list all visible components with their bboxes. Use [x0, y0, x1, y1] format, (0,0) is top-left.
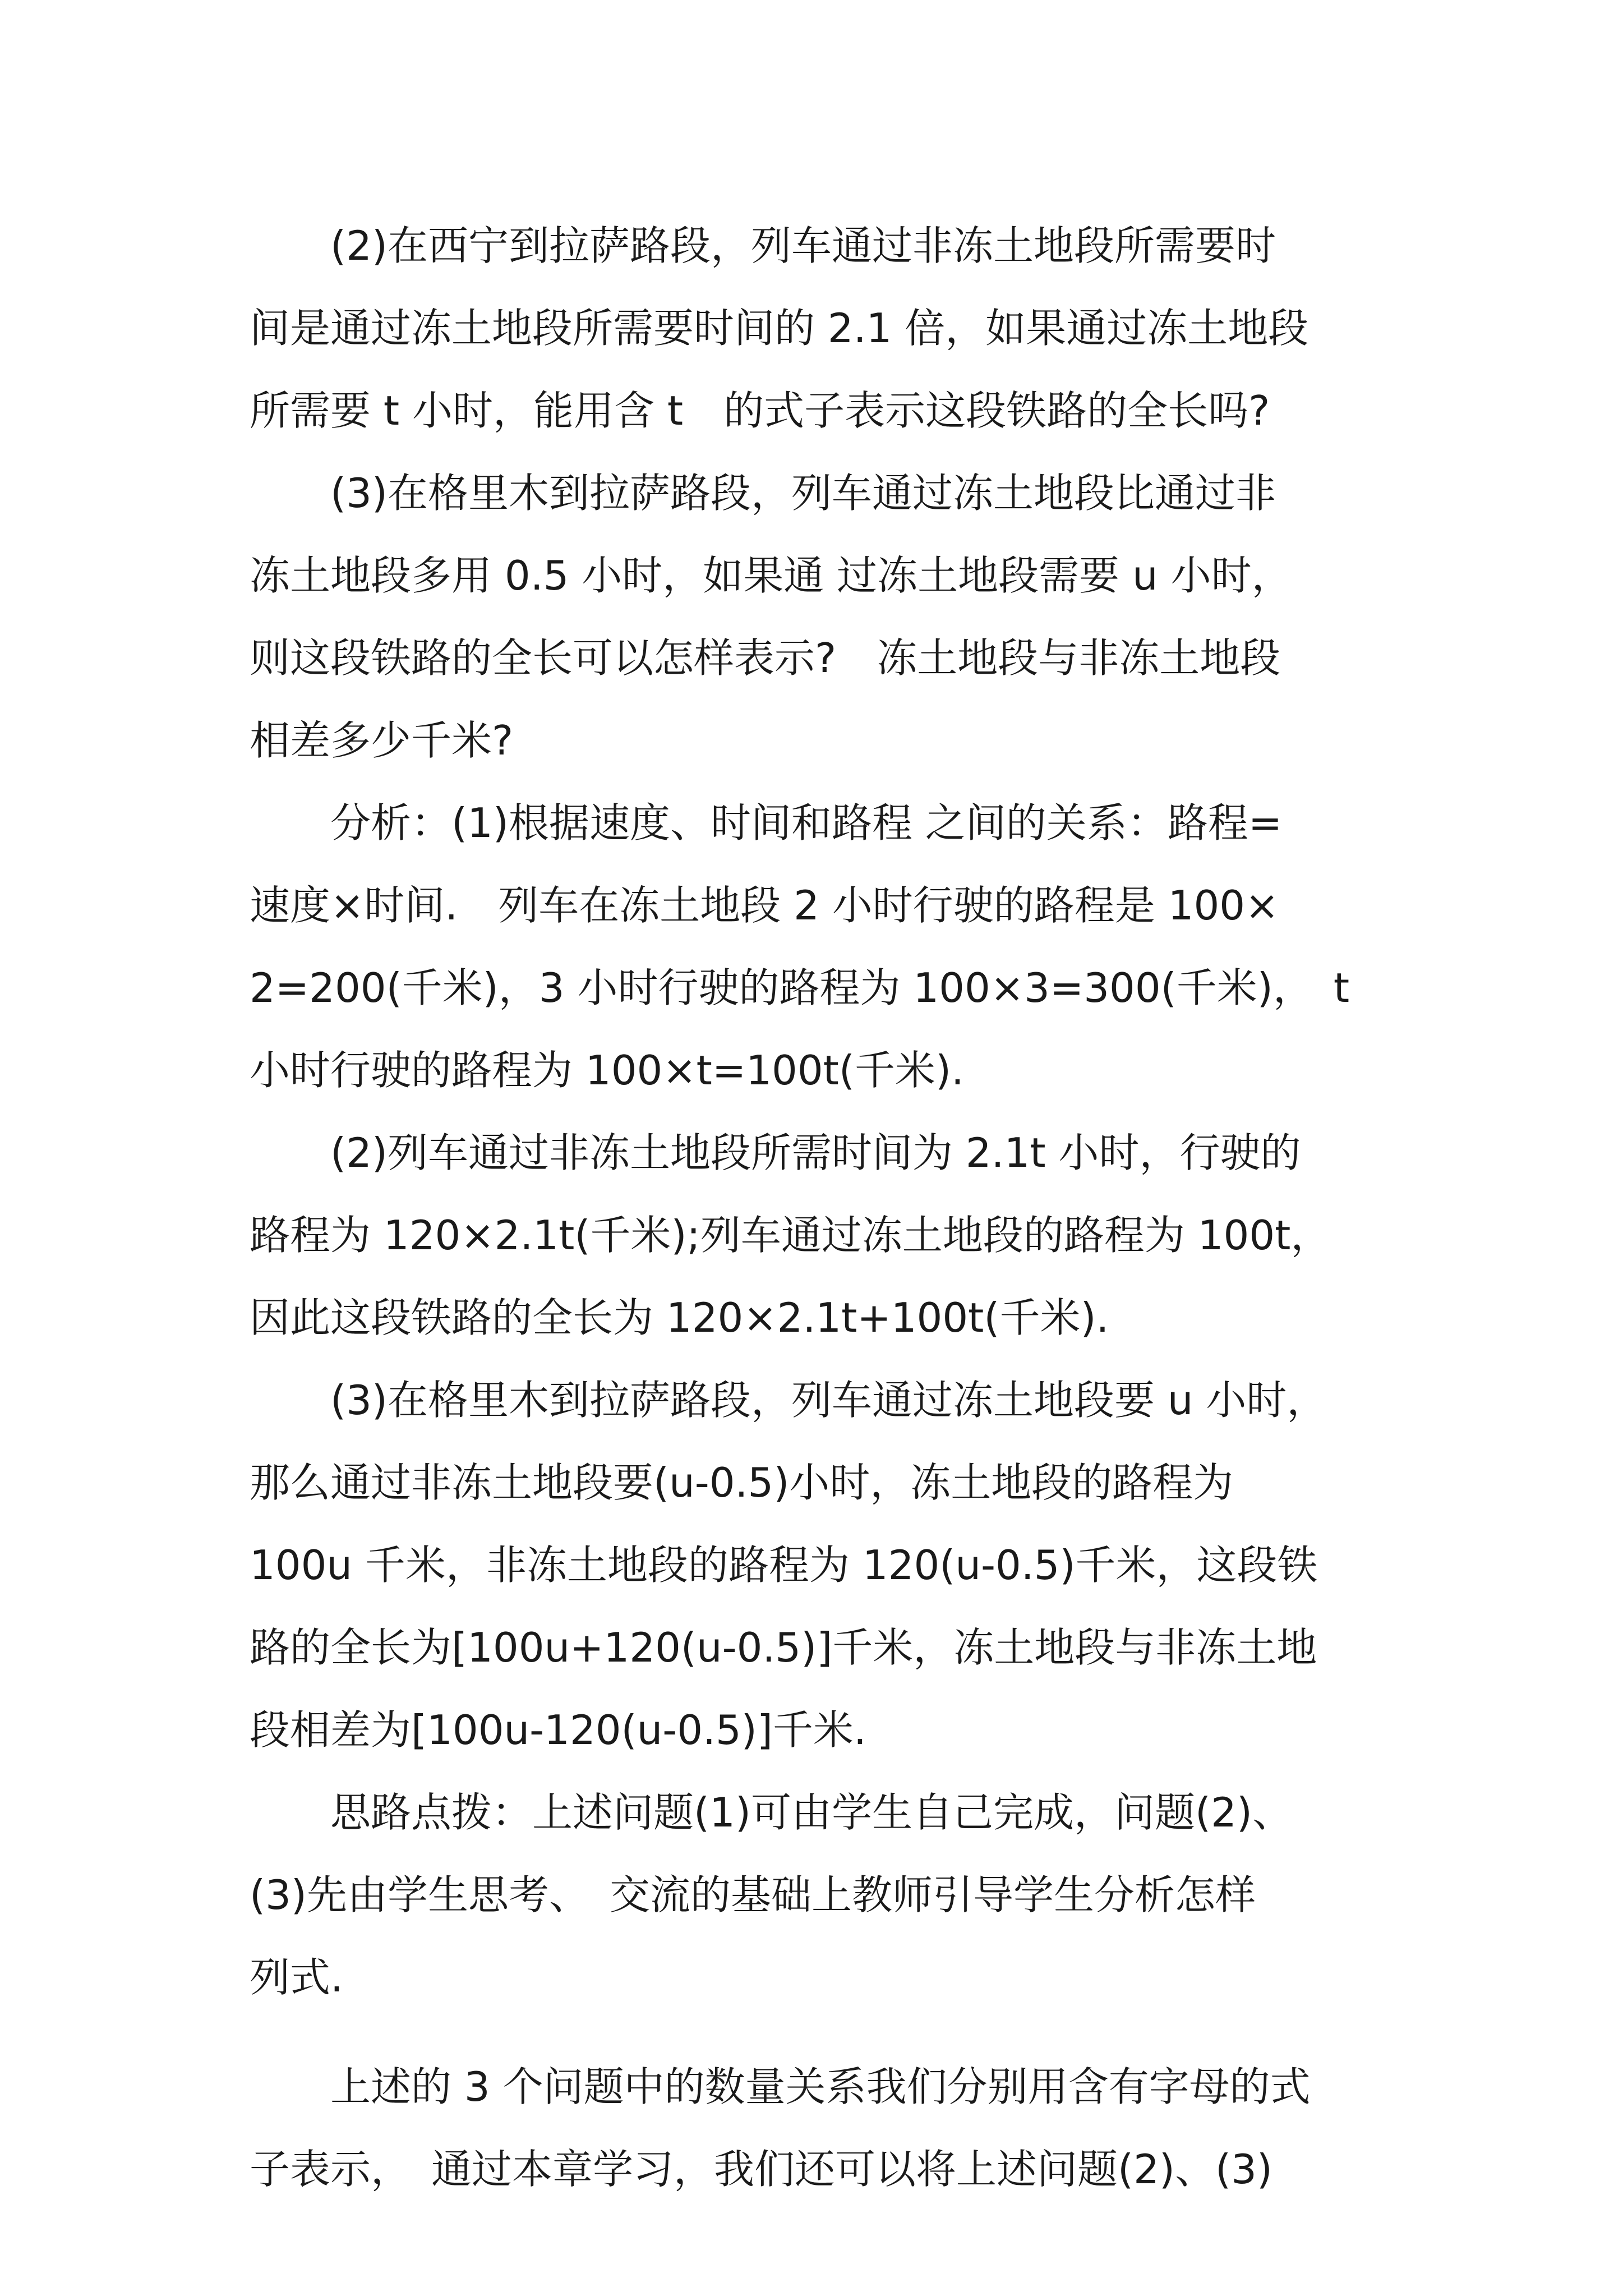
text-line: 冻土地段多用 0.5 小时，如果通 过冻土地段需要 u 小时， [250, 552, 1292, 599]
text-line: (3)先由学生思考、 交流的基础上教师引导学生分析怎样 [250, 1871, 1256, 1918]
text-line: 小时行驶的路程为 100×t=100t(千米). [250, 1047, 964, 1094]
text-line: 分析：(1)根据速度、时间和路程 之间的关系：路程= [250, 799, 1283, 846]
paragraph-analysis-3 [250, 1359, 1380, 1772]
paragraph-summary [250, 2046, 1380, 2211]
paragraph-question-2 [250, 205, 1380, 452]
text-line: 路的全长为[100u+120(u-0.5)]千米，冻土地段与非冻土地 [250, 1624, 1317, 1671]
paragraph-hint [250, 1772, 1380, 2019]
text-line: (2)在西宁到拉萨路段，列车通过非冻土地段所需要时 [250, 222, 1276, 269]
text-line: 因此这段铁路的全长为 120×2.1t+100t(千米). [250, 1294, 1109, 1341]
text-line: (3)在格里木到拉萨路段，列车通过冻土地段比通过非 [250, 470, 1276, 517]
text-line: 子表示， 通过本章学习，我们还可以将上述问题(2)、(3) [250, 2146, 1272, 2193]
document-body [250, 205, 1380, 2211]
text-line: 间是通过冻土地段所需要时间的 2.1 倍，如果通过冻土地段 [250, 305, 1309, 352]
text-line: 2=200(千米)，3 小时行驶的路程为 100×3=300(千米)， t [250, 964, 1350, 1011]
text-line: 则这段铁路的全长可以怎样表示? 冻土地段与非冻土地段 [250, 634, 1281, 682]
paragraph-analysis-1 [250, 782, 1380, 1112]
paragraph-question-3 [250, 452, 1380, 782]
text-line: 速度×时间. 列车在冻土地段 2 小时行驶的路程是 100× [250, 882, 1279, 929]
text-line: 路程为 120×2.1t(千米);列车通过冻土地段的路程为 100t， [250, 1212, 1331, 1259]
text-line: 段相差为[100u-120(u-0.5)]千米. [250, 1706, 866, 1754]
text-line: 那么通过非冻土地段要(u-0.5)小时，冻土地段的路程为 [250, 1459, 1234, 1506]
text-line: 所需要 t 小时，能用含 t 的式子表示这段铁路的全长吗? [250, 387, 1270, 434]
text-line: 100u 千米，非冻土地段的路程为 120(u-0.5)千米，这段铁 [250, 1542, 1318, 1589]
text-line: 相差多少千米? [250, 717, 514, 764]
text-line: 列式. [250, 1954, 343, 2001]
paragraph-analysis-2 [250, 1112, 1380, 1359]
text-line: (2)列车通过非冻土地段所需时间为 2.1t 小时，行驶的 [250, 1129, 1301, 1176]
text-line: 思路点拨：上述问题(1)可由学生自己完成，问题(2)、 [250, 1789, 1293, 1836]
text-line: 上述的 3 个问题中的数量关系我们分别用含有字母的式 [250, 2063, 1311, 2110]
text-line: (3)在格里木到拉萨路段，列车通过冻土地段要 u 小时， [250, 1377, 1327, 1424]
